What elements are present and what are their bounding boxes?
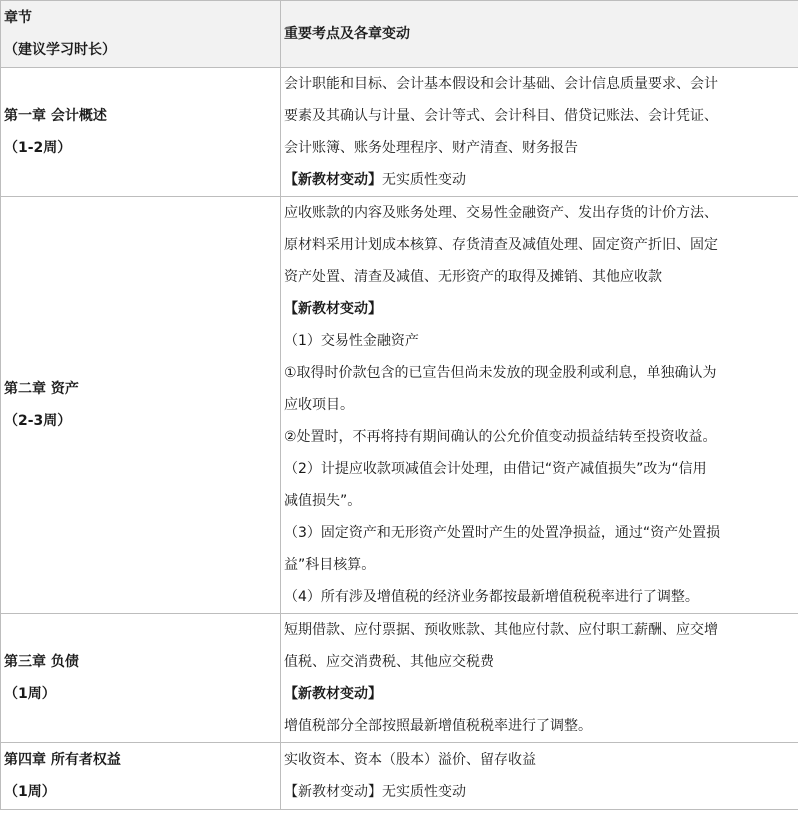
detail-line: （3）固定资产和无形资产处置时产生的处置净损益，通过“资产处置损 bbox=[284, 525, 721, 541]
chapter-cell bbox=[0, 196, 280, 613]
topic-line: 会计账簿、账务处理程序、财产清查、财务报告 bbox=[284, 140, 578, 156]
detail-line: （4）所有涉及增值税的经济业务都按最新增值税税率进行了调整。 bbox=[284, 589, 699, 605]
chapter-title: 第三章 负债 bbox=[4, 654, 79, 670]
chapter-duration: （1周） bbox=[4, 686, 56, 702]
table-row bbox=[0, 67, 798, 196]
topic-line: 实收资本、资本（股本）溢价、留存收益 bbox=[284, 752, 536, 768]
topic-line: 值税、应交消费税、其他应交税费 bbox=[284, 654, 494, 670]
header-duration-label: （建议学习时长） bbox=[4, 42, 116, 58]
change-tag: 【新教材变动】 bbox=[284, 784, 382, 800]
chapter-title: 第二章 资产 bbox=[4, 381, 79, 397]
change-line bbox=[284, 776, 794, 808]
change-line bbox=[284, 164, 794, 196]
topics-cell bbox=[280, 196, 798, 613]
topics-cell bbox=[280, 613, 798, 742]
chapter-duration: （1周） bbox=[4, 784, 56, 800]
header-chapter-cell bbox=[0, 0, 280, 67]
header-topics-label: 重要考点及各章变动 bbox=[284, 26, 410, 42]
table-row bbox=[0, 742, 798, 809]
table-row bbox=[0, 196, 798, 613]
change-text: 无实质性变动 bbox=[382, 784, 466, 800]
change-text: 增值税部分全部按照最新增值税税率进行了调整。 bbox=[284, 718, 592, 734]
detail-line: ②处置时，不再将持有期间确认的公允价值变动损益结转至投资收益。 bbox=[284, 429, 717, 445]
topic-line: 资产处置、清查及减值、无形资产的取得及摊销、其他应收款 bbox=[284, 269, 662, 285]
table-header-row bbox=[0, 0, 798, 67]
topics-cell bbox=[280, 742, 798, 809]
chapter-title: 第一章 会计概述 bbox=[4, 108, 107, 124]
topic-line: 原材料采用计划成本核算、存货清查及减值处理、固定资产折旧、固定 bbox=[284, 237, 718, 253]
change-tag: 【新教材变动】 bbox=[284, 686, 382, 702]
topic-line: 应收账款的内容及账务处理、交易性金融资产、发出存货的计价方法、 bbox=[284, 205, 718, 221]
detail-line: 减值损失”。 bbox=[284, 493, 362, 509]
chapter-duration: （2-3周） bbox=[4, 413, 72, 429]
detail-line: （2）计提应收款项减值会计处理，由借记“资产减值损失”改为“信用 bbox=[284, 461, 707, 477]
chapter-duration: （1-2周） bbox=[4, 140, 72, 156]
chapter-cell bbox=[0, 67, 280, 196]
detail-line: 益”科目核算。 bbox=[284, 557, 376, 573]
topic-line: 会计职能和目标、会计基本假设和会计基础、会计信息质量要求、会计 bbox=[284, 76, 718, 92]
header-topics-cell bbox=[280, 0, 798, 67]
chapter-cell bbox=[0, 613, 280, 742]
chapter-title: 第四章 所有者权益 bbox=[4, 752, 121, 768]
detail-line: ①取得时价款包含的已宣告但尚未发放的现金股利或利息，单独确认为 bbox=[284, 365, 717, 381]
detail-line: 应收项目。 bbox=[284, 397, 354, 413]
header-chapter-label: 章节 bbox=[4, 10, 32, 26]
table-row bbox=[0, 613, 798, 742]
topic-line: 短期借款、应付票据、预收账款、其他应付款、应付职工薪酬、应交增 bbox=[284, 622, 718, 638]
change-text: 无实质性变动 bbox=[382, 172, 466, 188]
topics-cell bbox=[280, 67, 798, 196]
chapter-cell bbox=[0, 742, 280, 809]
detail-line: （1）交易性金融资产 bbox=[284, 333, 419, 349]
change-tag: 【新教材变动】 bbox=[284, 301, 382, 317]
topic-line: 要素及其确认与计量、会计等式、会计科目、借贷记账法、会计凭证、 bbox=[284, 108, 718, 124]
change-tag: 【新教材变动】 bbox=[284, 172, 382, 188]
